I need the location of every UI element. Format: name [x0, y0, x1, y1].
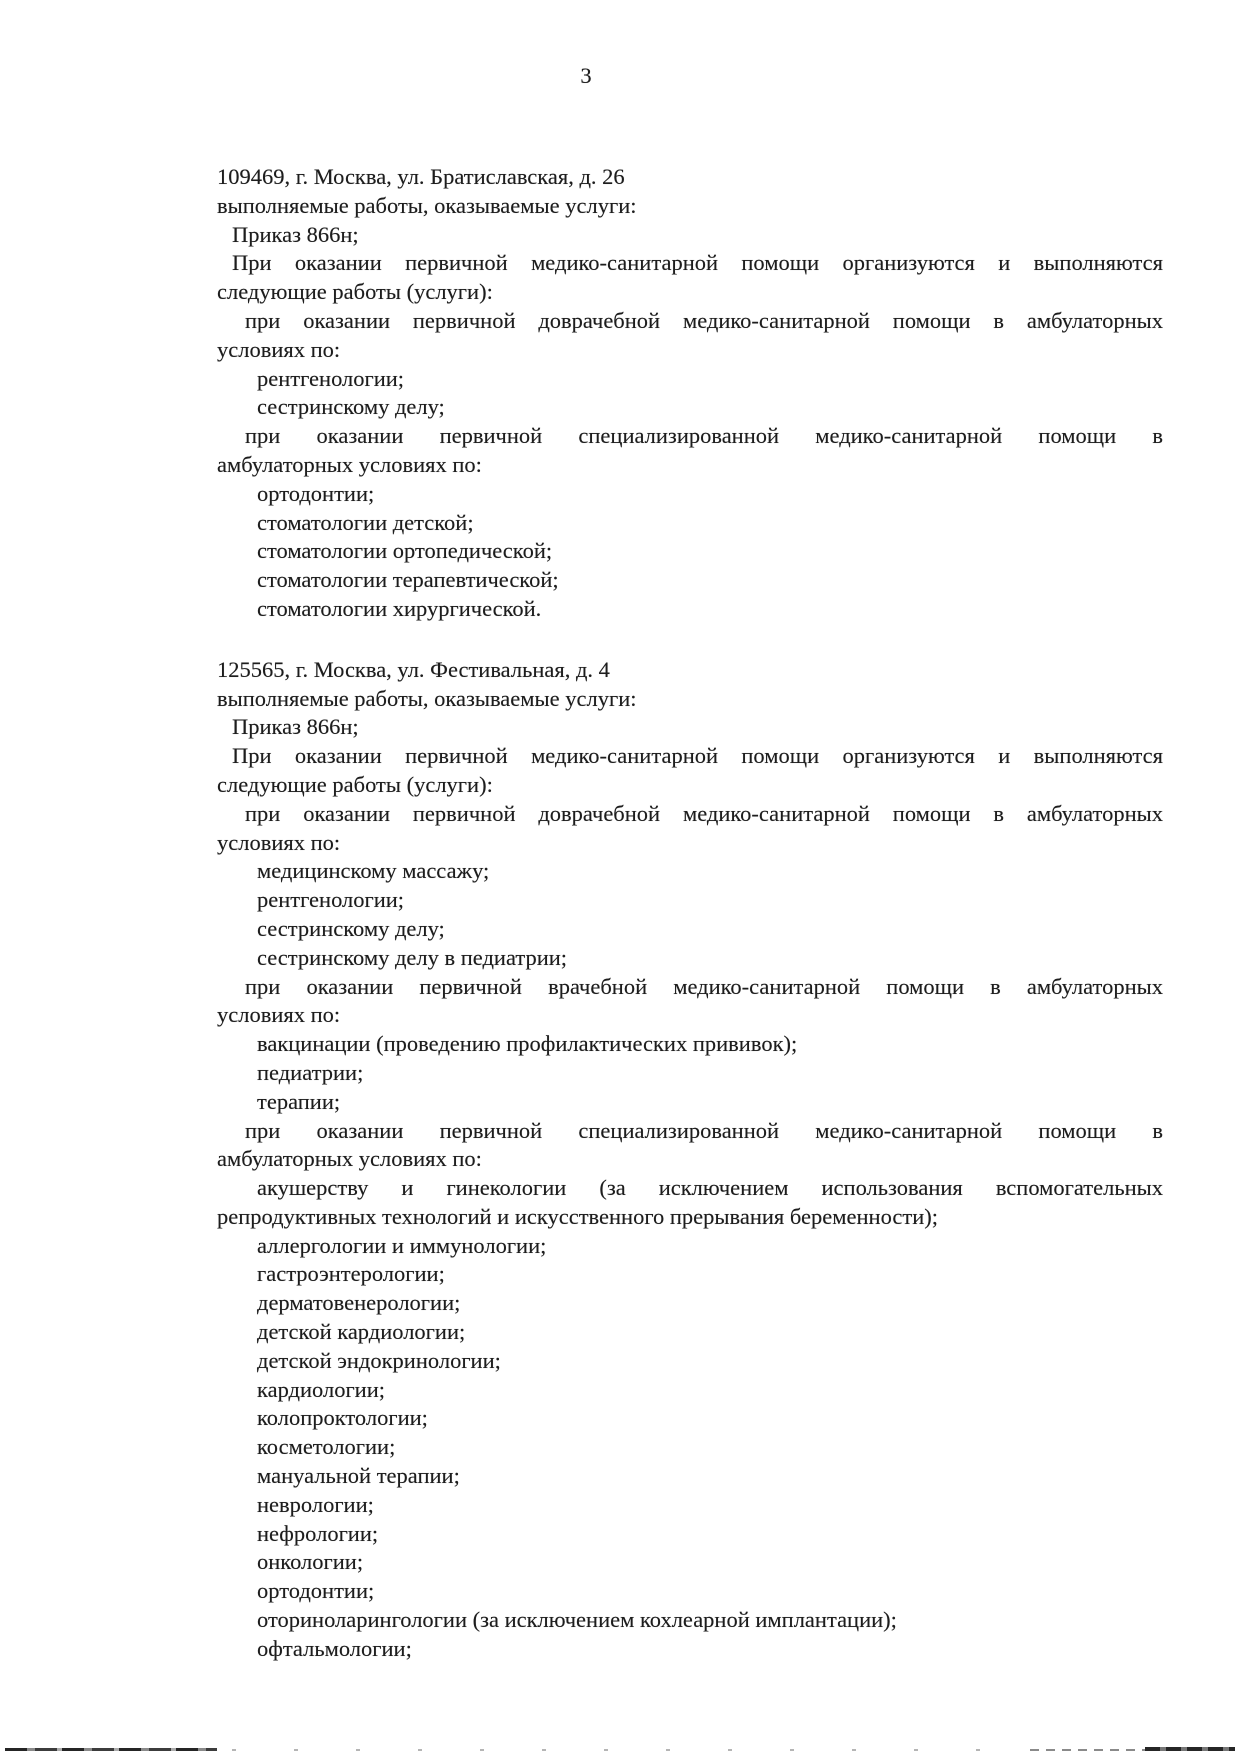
- text-line: амбулаторных условиях по:: [217, 1146, 482, 1172]
- text-line: выполняемые работы, оказываемые услуги:: [217, 685, 637, 711]
- address-block: [217, 656, 1163, 1664]
- text-line: ортодонтии;: [257, 480, 375, 506]
- text-line: детской кардиологии;: [257, 1319, 466, 1345]
- text-line: При оказании первичной медико-санитарной помощи организуются и выполняются: [232, 250, 1163, 276]
- page-number: 3: [580, 63, 592, 88]
- text-line: оториноларингологии (за исключением кохлеарной имплантации);: [257, 1607, 897, 1633]
- text-line: акушерству и гинекологии (за исключением использования вспомогательных: [257, 1175, 1163, 1201]
- scan-artifact-line-right: [1145, 1747, 1235, 1751]
- text-line: ортодонтии;: [257, 1578, 375, 1604]
- scan-artifact-dashes-right: [1030, 1749, 1145, 1751]
- text-line: условиях по:: [217, 336, 341, 362]
- text-line: репродуктивных технологий и искусственного прерывания беременности);: [217, 1203, 938, 1229]
- text-line: терапии;: [257, 1088, 341, 1114]
- text-line: амбулаторных условиях по:: [217, 451, 482, 477]
- text-line: сестринскому делу;: [257, 915, 445, 941]
- text-line: следующие работы (услуги):: [217, 279, 493, 305]
- text-line: при оказании первичной специализированной медико-санитарной помощи в: [245, 1117, 1163, 1143]
- text-line: при оказании первичной доврачебной медико-санитарной помощи в амбулаторных: [245, 800, 1163, 826]
- text-line: сестринскому делу в педиатрии;: [257, 944, 568, 970]
- text-line: стоматологии терапевтической;: [257, 567, 559, 593]
- text-line: при оказании первичной доврачебной медико-санитарной помощи в амбулаторных: [245, 307, 1163, 333]
- text-line: условиях по:: [217, 1002, 341, 1028]
- text-line: нефрологии;: [257, 1520, 379, 1546]
- text-line: стоматологии детской;: [257, 509, 474, 535]
- text-line: рентгенологии;: [257, 887, 405, 913]
- address-block: [217, 163, 1163, 624]
- text-line: кардиологии;: [257, 1376, 386, 1402]
- text-line: Приказ 866н;: [232, 221, 359, 247]
- text-line: условиях по:: [217, 829, 341, 855]
- text-line: дерматовенерологии;: [257, 1290, 461, 1316]
- text-line: стоматологии ортопедической;: [257, 538, 553, 564]
- text-line: колопроктологии;: [257, 1405, 428, 1431]
- license-text: [217, 163, 1163, 1664]
- text-line: мануальной терапии;: [257, 1463, 460, 1489]
- text-line: вакцинации (проведению профилактических прививок);: [257, 1031, 798, 1057]
- text-line: косметологии;: [257, 1434, 396, 1460]
- text-line: офтальмологии;: [257, 1635, 412, 1661]
- text-line: следующие работы (услуги):: [217, 771, 493, 797]
- text-line: аллергологии и иммунологии;: [257, 1232, 547, 1258]
- scan-artifact-dots-middle: [232, 1749, 1030, 1751]
- text-line: при оказании первичной врачебной медико-санитарной помощи в амбулаторных: [245, 973, 1163, 999]
- text-line: рентгенологии;: [257, 365, 405, 391]
- text-line: Приказ 866н;: [232, 714, 359, 740]
- scan-artifact-line-left: [5, 1748, 217, 1751]
- text-line: медицинскому массажу;: [257, 858, 490, 884]
- text-line: гастроэнтерологии;: [257, 1261, 445, 1287]
- text-line: выполняемые работы, оказываемые услуги:: [217, 192, 637, 218]
- text-line: При оказании первичной медико-санитарной помощи организуются и выполняются: [232, 743, 1163, 769]
- text-line: неврологии;: [257, 1491, 374, 1517]
- text-line: педиатрии;: [257, 1059, 364, 1085]
- text-line: при оказании первичной специализированной медико-санитарной помощи в: [245, 423, 1163, 449]
- text-line: онкологии;: [257, 1549, 364, 1575]
- text-line: 109469, г. Москва, ул. Братиславская, д. 26: [217, 164, 625, 189]
- text-line: стоматологии хирургической.: [257, 595, 542, 621]
- text-line: детской эндокринологии;: [257, 1347, 501, 1373]
- text-line: 125565, г. Москва, ул. Фестивальная, д. 4: [217, 656, 610, 682]
- text-line: сестринскому делу;: [257, 394, 445, 420]
